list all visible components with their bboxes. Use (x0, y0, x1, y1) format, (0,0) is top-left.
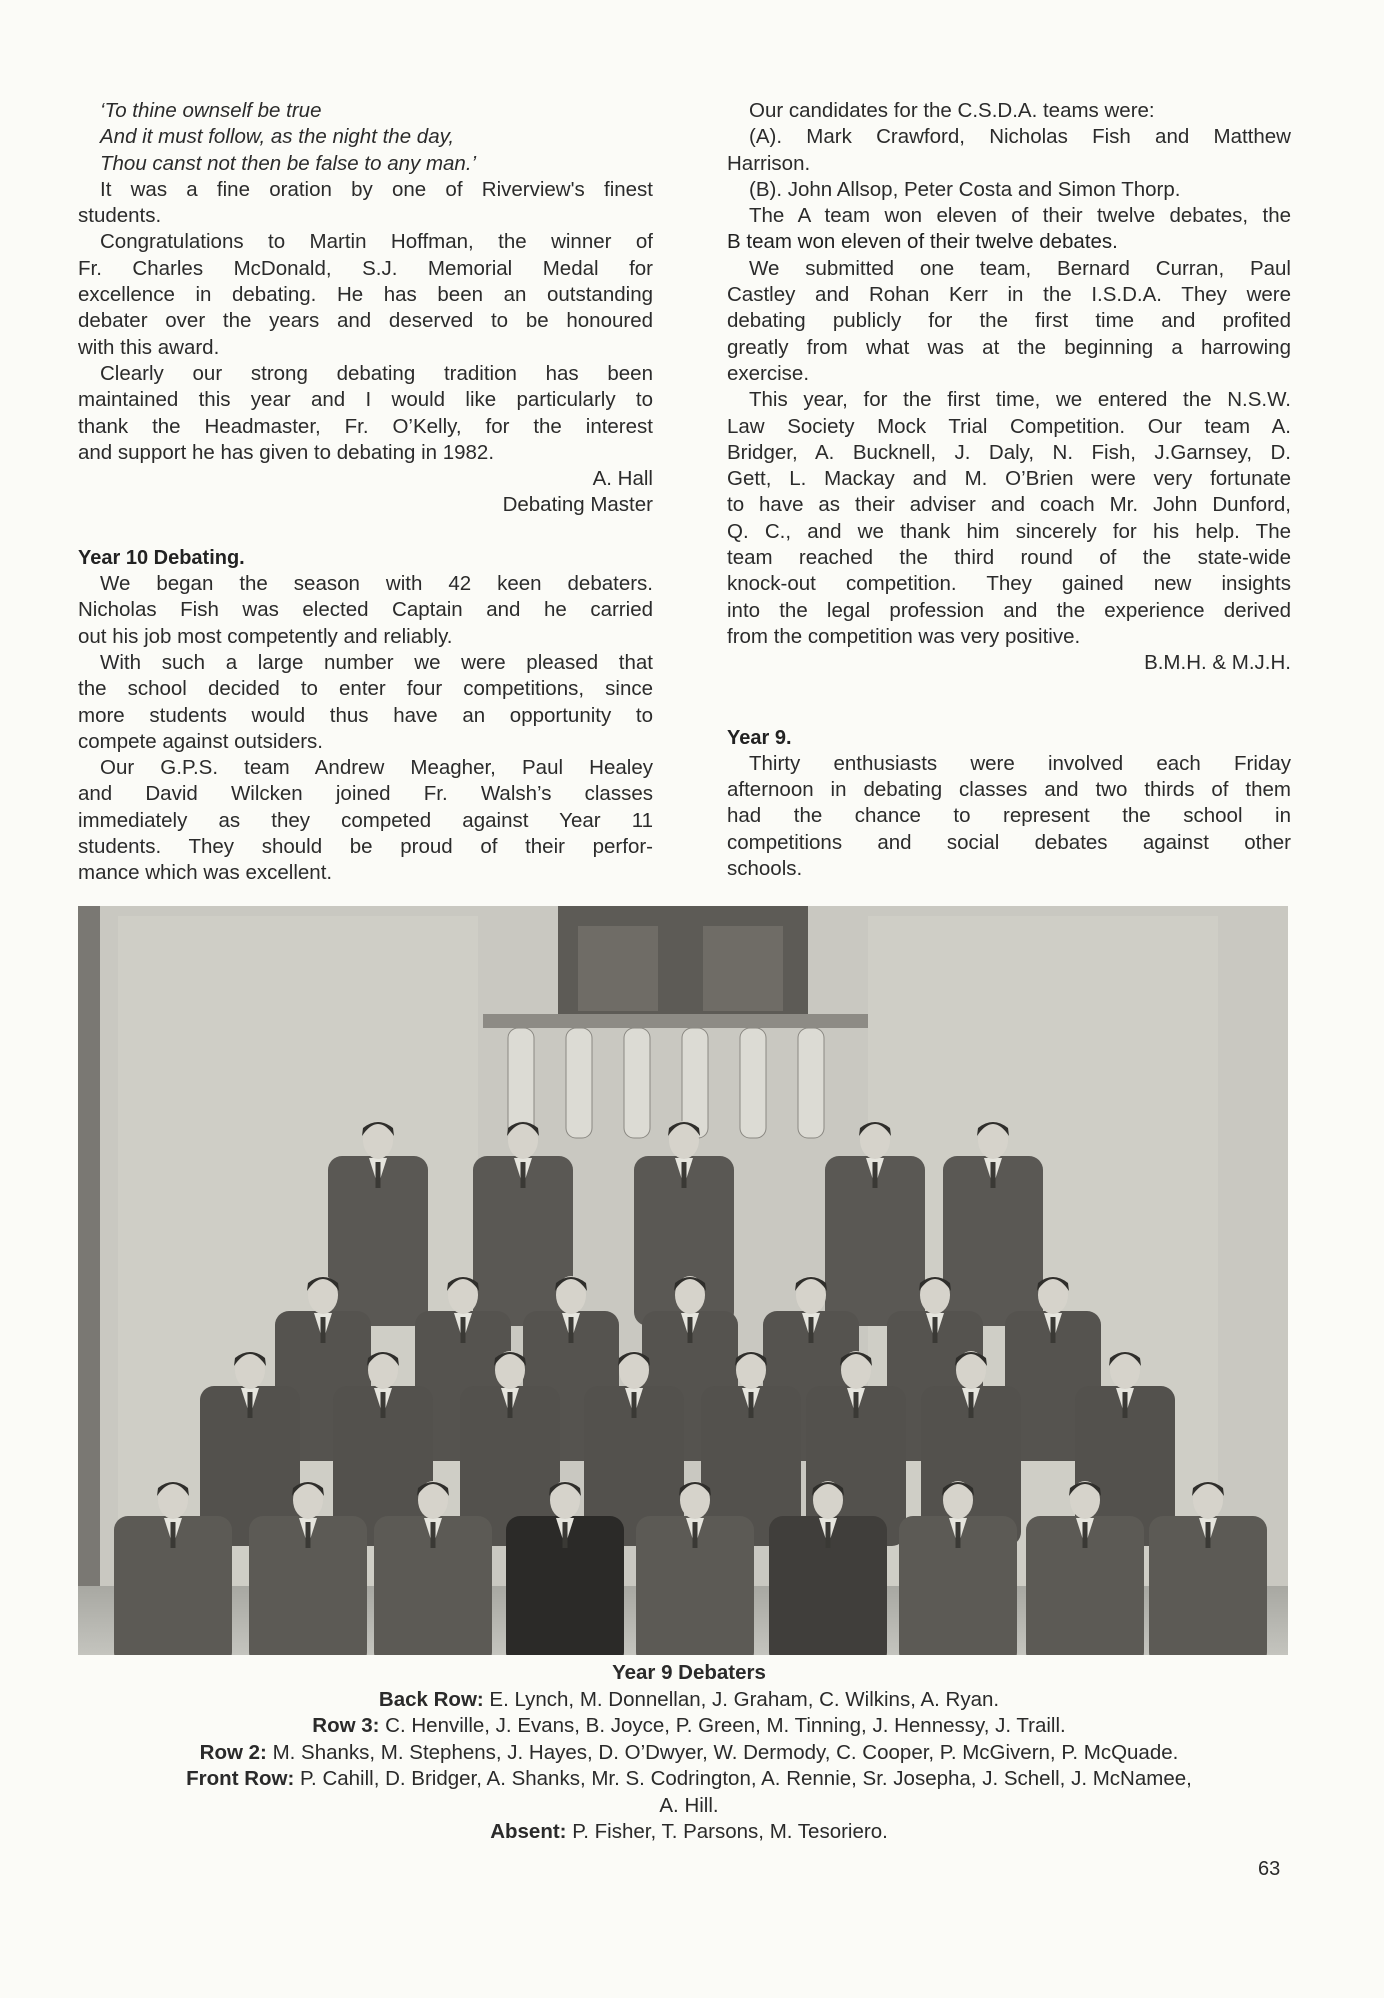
caption-row-front (78, 1766, 1300, 1793)
caption-row-2 (78, 1740, 1300, 1767)
caption-title: Year 9 Debaters (612, 1661, 766, 1684)
spacer (78, 519, 653, 545)
paragraph-line: out his job most competently and reliably. (78, 624, 453, 648)
section-heading-year9: Year 9. (727, 726, 792, 749)
paragraph-line: Castley and Rohan Kerr in the I.S.D.A. They were (727, 283, 1291, 307)
balustrade-rail (483, 1014, 868, 1028)
paragraph-line: students. They should be proud of their perfor- (78, 835, 653, 859)
paragraph-line: It was a fine oration by one of Riverview's finest (100, 177, 653, 201)
caption-row-front-cont (78, 1793, 1300, 1820)
paragraph-line: Our candidates for the C.S.D.A. teams were: (749, 99, 1155, 122)
paragraph-line: schools. (727, 857, 803, 881)
caption-row-3 (78, 1713, 1300, 1740)
caption-row-names: P. Cahill, D. Bridger, A. Shanks, Mr. S. Codrington, A. Rennie, Sr. Josepha, J. Schell, J. McNamee, (294, 1767, 1192, 1790)
paragraph-line: and support he has given to debating in 1982. (78, 440, 495, 464)
door-panel (578, 926, 658, 1011)
section-heading-year10: Year 10 Debating. (78, 546, 245, 569)
caption-row-label: Back Row: (378, 1687, 484, 1711)
paragraph-line: knock-out competition. They gained new insights (727, 572, 1291, 596)
quote-line: And it must follow, as the night the day, (100, 125, 455, 149)
paragraph-line: (B). John Allsop, Peter Costa and Simon Thorp. (749, 177, 1181, 201)
paragraph-line: Bridger, A. Bucknell, J. Daly, N. Fish, J.Garnsey, D. (727, 440, 1291, 464)
paragraph-line: immediately as they competed against Year 11 (78, 808, 653, 832)
paragraph-line: competitions and social debates against other (727, 830, 1291, 854)
right-column (727, 98, 1291, 882)
paragraph-line: maintained this year and I would like particularly to (78, 388, 653, 412)
paragraph-line: and David Wilcken joined Fr. Walsh’s classes (78, 782, 653, 806)
paragraph-line: from the competition was very positive. (727, 624, 1081, 648)
paragraph-line: afternoon in debating classes and two thirds of them (727, 778, 1291, 802)
paragraph-line: mance which was excellent. (78, 861, 333, 885)
paragraph-line: excellence in debating. He has been an outstanding (78, 283, 653, 307)
baluster (798, 1028, 824, 1138)
caption-row-names: E. Lynch, M. Donnellan, J. Graham, C. Wilkins, A. Ryan. (483, 1687, 1000, 1711)
paragraph-line: Congratulations to Martin Hoffman, the winner of (100, 230, 653, 254)
caption-row-names: P. Fisher, T. Parsons, M. Tesoriero. (566, 1820, 888, 1843)
paragraph-line: to have as their adviser and coach Mr. John Dunford, (727, 493, 1291, 517)
caption-row-names: M. Shanks, M. Stephens, J. Hayes, D. O’Dwyer, W. Dermody, C. Cooper, P. McGivern, P. McQuade. (266, 1740, 1179, 1764)
paragraph-line: team reached the third round of the state-wide (727, 546, 1291, 570)
paragraph-line: Our G.P.S. team Andrew Meagher, Paul Healey (100, 756, 653, 780)
paragraph-line: We submitted one team, Bernard Curran, Paul (749, 256, 1291, 280)
signature: B.M.H. & M.J.H. (1144, 651, 1291, 675)
baluster (624, 1028, 650, 1138)
paragraph-line: Nicholas Fish was elected Captain and he carried (78, 598, 653, 622)
left-edge-column (78, 906, 100, 1655)
caption-row-back (78, 1687, 1300, 1714)
paragraph-line: B team won eleven of their twelve debates. (727, 230, 1118, 254)
paragraph-line: debater over the years and deserved to be honoured (78, 309, 653, 333)
left-column (78, 98, 653, 887)
paragraph-line: into the legal profession and the experience derived (727, 598, 1291, 622)
paragraph-line: This year, for the first time, we entered the N.S.W. (749, 388, 1291, 412)
paragraph-line: Gett, L. Mackay and M. O’Brien were very fortunate (727, 467, 1291, 491)
page-number: 63 (1258, 1858, 1281, 1880)
paragraph-line: with this award. (78, 335, 220, 359)
paragraph-line: had the chance to represent the school in (727, 804, 1291, 828)
door-panel (703, 926, 783, 1011)
paragraph-line: We began the season with 42 keen debaters. (100, 572, 653, 596)
group-photo-illustration (78, 906, 1288, 1655)
paragraph-line: Harrison. (727, 151, 811, 175)
paragraph-line: With such a large number we were pleased that (100, 650, 653, 674)
caption-row-label: Absent: (490, 1820, 567, 1843)
spacer (727, 677, 1291, 725)
paragraph-line: compete against outsiders. (78, 729, 323, 753)
caption-row-absent (78, 1819, 1300, 1846)
paragraph-line: exercise. (727, 361, 810, 385)
paragraph-line: (A). Mark Crawford, Nicholas Fish and Matthew (749, 125, 1291, 149)
baluster (740, 1028, 766, 1138)
quote-line: Thou canst not then be false to any man.’ (100, 151, 477, 175)
paragraph-line: Thirty enthusiasts were involved each Friday (749, 751, 1291, 775)
signature-name: A. Hall (592, 467, 653, 491)
caption-row-label: Row 3: (312, 1714, 380, 1737)
paragraph-line: The A team won eleven of their twelve debates, the (749, 204, 1291, 228)
paragraph-line: more students would thus have an opportunity to (78, 703, 653, 727)
quote-line: ‘To thine ownself be true (100, 99, 322, 122)
paragraph-line: Clearly our strong debating tradition has been (100, 361, 653, 385)
paragraph-line: Q. C., and we thank him sincerely for his help. The (727, 519, 1291, 543)
baluster (566, 1028, 592, 1138)
paragraph-line: thank the Headmaster, Fr. O’Kelly, for the interest (78, 414, 653, 438)
caption-row-label: Front Row: (186, 1767, 295, 1790)
group-photo (78, 906, 1288, 1655)
caption-row-names: A. Hill. (659, 1793, 719, 1817)
paragraph-line: the school decided to enter four competitions, since (78, 677, 653, 701)
paragraph-line: Law Society Mock Trial Competition. Our team A. (727, 414, 1291, 438)
paragraph-line: students. (78, 204, 162, 228)
caption-row-label: Row 2: (199, 1740, 267, 1764)
paragraph-line: Fr. Charles McDonald, S.J. Memorial Medal for (78, 256, 653, 280)
photo-caption (78, 1660, 1300, 1846)
caption-row-names: C. Henville, J. Evans, B. Joyce, P. Green, M. Tinning, J. Hennessy, J. Traill. (379, 1714, 1066, 1737)
paragraph-line: debating publicly for the first time and profited (727, 309, 1291, 333)
paragraph-line: greatly from what was at the beginning a harrowing (727, 335, 1291, 359)
signature-title: Debating Master (502, 493, 653, 517)
